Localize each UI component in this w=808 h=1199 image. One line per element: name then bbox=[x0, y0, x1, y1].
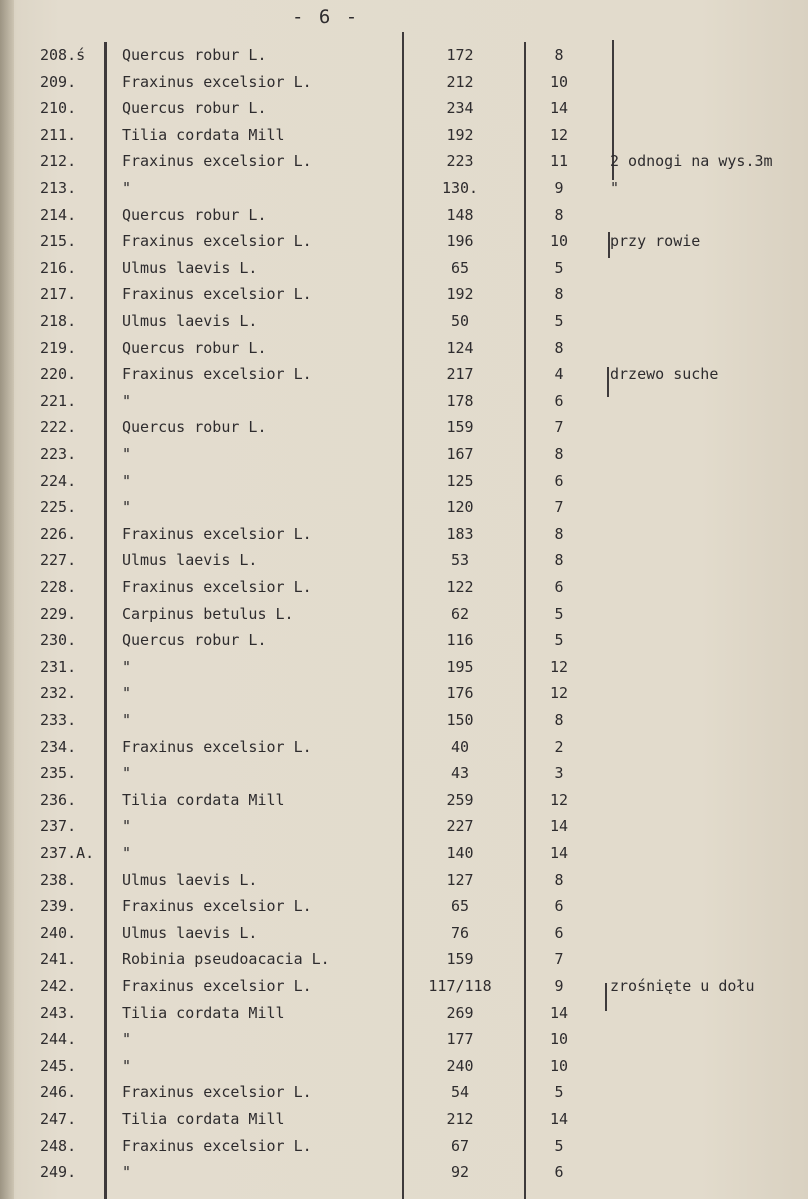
trunk-girth: 53 bbox=[450, 551, 470, 570]
table-row bbox=[0, 521, 808, 547]
species-name: Ulmus laevis L. bbox=[122, 870, 258, 889]
trunk-girth: 125 bbox=[446, 471, 474, 490]
table-row bbox=[0, 1026, 808, 1052]
tree-number: 209. bbox=[40, 72, 77, 91]
trunk-girth: 183 bbox=[446, 524, 474, 543]
table-row bbox=[0, 441, 808, 467]
table-row bbox=[0, 335, 808, 361]
tree-number: 221. bbox=[40, 391, 77, 410]
remark: drzewo suche bbox=[610, 365, 719, 384]
tree-height: 14 bbox=[549, 844, 569, 862]
tree-height: 9 bbox=[554, 179, 564, 197]
tree-number: 228. bbox=[40, 578, 77, 596]
table-row bbox=[0, 601, 808, 627]
tree-height: 12 bbox=[549, 125, 569, 144]
species-name: " bbox=[122, 817, 132, 836]
tree-number: 234. bbox=[40, 737, 77, 756]
trunk-girth: 192 bbox=[446, 285, 474, 304]
remark: " bbox=[610, 179, 620, 197]
trunk-girth: 67 bbox=[450, 1136, 470, 1155]
table-row bbox=[0, 787, 808, 813]
trunk-girth: 234 bbox=[446, 99, 474, 118]
species-name: Quercus robur L. bbox=[122, 205, 267, 224]
tree-height: 4 bbox=[554, 365, 564, 384]
tree-number: 226. bbox=[40, 524, 77, 543]
tree-number: 216. bbox=[40, 258, 77, 277]
tree-number: 214. bbox=[40, 205, 77, 224]
tree-number: 247. bbox=[40, 1110, 77, 1128]
table-row bbox=[0, 813, 808, 839]
table-row bbox=[0, 1053, 808, 1079]
trunk-girth: 148 bbox=[446, 205, 474, 224]
trunk-girth: 65 bbox=[450, 897, 470, 916]
trunk-girth: 43 bbox=[450, 764, 470, 783]
tree-number: 249. bbox=[40, 1163, 77, 1182]
tree-height: 8 bbox=[554, 205, 564, 224]
species-name: Fraxinus excelsior L. bbox=[122, 232, 312, 251]
table-row bbox=[0, 255, 808, 281]
tree-number: 233. bbox=[40, 711, 77, 729]
table-row bbox=[0, 175, 808, 201]
trunk-girth: 122 bbox=[446, 578, 474, 596]
tree-number: 227. bbox=[40, 551, 77, 570]
trunk-girth: 120 bbox=[446, 498, 474, 517]
tree-number: 241. bbox=[40, 950, 77, 969]
species-name: Fraxinus excelsior L. bbox=[122, 737, 312, 756]
table-row bbox=[0, 388, 808, 414]
tree-height: 8 bbox=[554, 711, 564, 729]
tree-number: 237. bbox=[40, 817, 77, 836]
trunk-girth: 127 bbox=[446, 870, 474, 889]
trunk-girth: 259 bbox=[446, 790, 474, 809]
species-name: " bbox=[122, 391, 132, 410]
tree-number: 240. bbox=[40, 923, 77, 942]
tree-height: 10 bbox=[549, 1030, 569, 1049]
tree-number: 212. bbox=[40, 152, 77, 171]
trunk-girth: 65 bbox=[450, 258, 470, 277]
species-name: Quercus robur L. bbox=[122, 46, 267, 64]
species-name: Fraxinus excelsior L. bbox=[122, 285, 312, 304]
table-row bbox=[0, 281, 808, 307]
species-name: " bbox=[122, 179, 132, 197]
tree-height: 6 bbox=[554, 391, 564, 410]
tree-height: 14 bbox=[549, 1110, 569, 1128]
tree-number: 223. bbox=[40, 445, 77, 463]
tree-number: 215. bbox=[40, 232, 77, 251]
trunk-girth: 92 bbox=[450, 1163, 470, 1182]
species-name: Fraxinus excelsior L. bbox=[122, 1136, 312, 1155]
trunk-girth: 124 bbox=[446, 338, 474, 357]
species-name: " bbox=[122, 684, 132, 703]
trunk-girth: 117/118 bbox=[428, 977, 492, 995]
tree-height: 8 bbox=[554, 551, 564, 570]
tree-height: 8 bbox=[554, 46, 564, 64]
tree-height: 5 bbox=[554, 1083, 564, 1102]
tree-number: 231. bbox=[40, 657, 77, 676]
table-row bbox=[0, 1133, 808, 1159]
tree-height: 10 bbox=[549, 72, 569, 91]
tree-number: 236. bbox=[40, 790, 77, 809]
tree-number: 237.A. bbox=[40, 844, 95, 862]
table-row bbox=[0, 973, 808, 999]
trunk-girth: 140 bbox=[446, 844, 474, 862]
tree-height: 5 bbox=[554, 631, 564, 650]
tree-height: 5 bbox=[554, 1136, 564, 1155]
species-name: Quercus robur L. bbox=[122, 338, 267, 357]
table-row bbox=[0, 148, 808, 174]
table-row bbox=[0, 893, 808, 919]
tree-number: 213. bbox=[40, 179, 77, 197]
trunk-girth: 177 bbox=[446, 1030, 474, 1049]
trunk-girth: 195 bbox=[446, 657, 474, 676]
table-row bbox=[0, 840, 808, 866]
species-name: Fraxinus excelsior L. bbox=[122, 72, 312, 91]
tree-height: 5 bbox=[554, 604, 564, 623]
table-row bbox=[0, 202, 808, 228]
trunk-girth: 159 bbox=[446, 950, 474, 969]
species-name: " bbox=[122, 445, 132, 463]
species-name: Fraxinus excelsior L. bbox=[122, 1083, 312, 1102]
species-name: Tilia cordata Mill bbox=[122, 1110, 285, 1128]
species-name: Ulmus laevis L. bbox=[122, 258, 258, 277]
tree-number: 225. bbox=[40, 498, 77, 517]
tree-number: 239. bbox=[40, 897, 77, 916]
table-row bbox=[0, 1106, 808, 1132]
species-name: Quercus robur L. bbox=[122, 99, 267, 118]
table-row bbox=[0, 361, 808, 387]
tree-number: 224. bbox=[40, 471, 77, 490]
tree-height: 12 bbox=[549, 657, 569, 676]
species-name: " bbox=[122, 1030, 132, 1049]
tree-number: 219. bbox=[40, 338, 77, 357]
tree-height: 12 bbox=[549, 684, 569, 703]
table-row bbox=[0, 760, 808, 786]
table-row bbox=[0, 1159, 808, 1185]
table-row bbox=[0, 707, 808, 733]
tree-height: 14 bbox=[549, 99, 569, 118]
species-name: Ulmus laevis L. bbox=[122, 312, 258, 330]
tree-height: 14 bbox=[549, 1003, 569, 1022]
table-row bbox=[0, 69, 808, 95]
trunk-girth: 150 bbox=[446, 711, 474, 729]
tree-number: 208.ś bbox=[40, 46, 86, 64]
species-name: Fraxinus excelsior L. bbox=[122, 152, 312, 171]
table-row bbox=[0, 946, 808, 972]
tree-number: 242. bbox=[40, 977, 77, 995]
table-row bbox=[0, 122, 808, 148]
table-row bbox=[0, 867, 808, 893]
trunk-girth: 76 bbox=[450, 923, 470, 942]
species-name: Fraxinus excelsior L. bbox=[122, 524, 312, 543]
tree-height: 5 bbox=[554, 312, 564, 330]
table-row bbox=[0, 1079, 808, 1105]
tree-height: 10 bbox=[549, 1056, 569, 1075]
species-name: " bbox=[122, 711, 132, 729]
trunk-girth: 54 bbox=[450, 1083, 470, 1102]
tree-number: 244. bbox=[40, 1030, 77, 1049]
species-name: Fraxinus excelsior L. bbox=[122, 897, 312, 916]
tree-number: 222. bbox=[40, 418, 77, 437]
tree-height: 6 bbox=[554, 897, 564, 916]
table-row bbox=[0, 228, 808, 254]
trunk-girth: 192 bbox=[446, 125, 474, 144]
trunk-girth: 196 bbox=[446, 232, 474, 251]
table-row bbox=[0, 42, 808, 68]
table-row bbox=[0, 414, 808, 440]
species-name: Quercus robur L. bbox=[122, 631, 267, 650]
species-name: " bbox=[122, 844, 132, 862]
tree-number: 246. bbox=[40, 1083, 77, 1102]
tree-height: 5 bbox=[554, 258, 564, 277]
tree-height: 3 bbox=[554, 764, 564, 783]
table-row bbox=[0, 494, 808, 520]
trunk-girth: 178 bbox=[446, 391, 474, 410]
table-row bbox=[0, 627, 808, 653]
tree-height: 7 bbox=[554, 950, 564, 969]
table-row bbox=[0, 734, 808, 760]
tree-number: 218. bbox=[40, 312, 77, 330]
table-row bbox=[0, 680, 808, 706]
tree-height: 6 bbox=[554, 1163, 564, 1182]
tree-number: 210. bbox=[40, 99, 77, 118]
tree-height: 8 bbox=[554, 524, 564, 543]
table-row bbox=[0, 920, 808, 946]
tree-number: 238. bbox=[40, 870, 77, 889]
trunk-girth: 172 bbox=[446, 46, 474, 64]
trunk-girth: 217 bbox=[446, 365, 474, 384]
trunk-girth: 212 bbox=[446, 72, 474, 91]
species-name: " bbox=[122, 764, 132, 783]
table-row bbox=[0, 654, 808, 680]
tree-height: 12 bbox=[549, 790, 569, 809]
trunk-girth: 176 bbox=[446, 684, 474, 703]
tree-height: 6 bbox=[554, 578, 564, 596]
species-name: " bbox=[122, 498, 132, 517]
tree-number: 245. bbox=[40, 1056, 77, 1075]
table-row bbox=[0, 468, 808, 494]
tree-height: 10 bbox=[549, 232, 569, 251]
trunk-girth: 159 bbox=[446, 418, 474, 437]
tree-number: 229. bbox=[40, 604, 77, 623]
remark: 2 odnogi na wys.3m bbox=[610, 152, 773, 171]
tree-height: 7 bbox=[554, 418, 564, 437]
tree-number: 217. bbox=[40, 285, 77, 304]
species-name: Tilia cordata Mill bbox=[122, 125, 285, 144]
species-name: Fraxinus excelsior L. bbox=[122, 578, 312, 596]
species-name: Quercus robur L. bbox=[122, 418, 267, 437]
tree-height: 6 bbox=[554, 923, 564, 942]
tree-number: 248. bbox=[40, 1136, 77, 1155]
tree-height: 8 bbox=[554, 285, 564, 304]
table-row bbox=[0, 574, 808, 600]
species-name: " bbox=[122, 1163, 132, 1182]
species-name: Tilia cordata Mill bbox=[122, 790, 285, 809]
tree-number: 235. bbox=[40, 764, 77, 783]
species-name: Ulmus laevis L. bbox=[122, 923, 258, 942]
table-row bbox=[0, 547, 808, 573]
tree-height: 9 bbox=[554, 977, 564, 995]
tree-height: 8 bbox=[554, 338, 564, 357]
tree-number: 230. bbox=[40, 631, 77, 650]
tree-number: 211. bbox=[40, 125, 77, 144]
trunk-girth: 130. bbox=[441, 179, 479, 197]
tree-height: 7 bbox=[554, 498, 564, 517]
species-name: Ulmus laevis L. bbox=[122, 551, 258, 570]
table-row bbox=[0, 95, 808, 121]
species-name: Fraxinus excelsior L. bbox=[122, 365, 312, 384]
trunk-girth: 167 bbox=[446, 445, 474, 463]
tree-number: 243. bbox=[40, 1003, 77, 1022]
table-row bbox=[0, 308, 808, 334]
tree-height: 2 bbox=[554, 737, 564, 756]
trunk-girth: 212 bbox=[446, 1110, 474, 1128]
remark: przy rowie bbox=[610, 232, 701, 251]
tree-height: 8 bbox=[554, 445, 564, 463]
trunk-girth: 227 bbox=[446, 817, 474, 836]
page-number: - 6 - bbox=[292, 6, 360, 28]
species-name: Carpinus betulus L. bbox=[122, 604, 294, 623]
tree-height: 14 bbox=[549, 817, 569, 836]
trunk-girth: 240 bbox=[446, 1056, 474, 1075]
trunk-girth: 116 bbox=[446, 631, 474, 650]
species-name: Tilia cordata Mill bbox=[122, 1003, 285, 1022]
tree-number: 232. bbox=[40, 684, 77, 703]
trunk-girth: 269 bbox=[446, 1003, 474, 1022]
remark: zrośnięte u dołu bbox=[610, 977, 755, 995]
species-name: " bbox=[122, 1056, 132, 1075]
species-name: Robinia pseudoacacia L. bbox=[122, 950, 330, 969]
tree-number: 220. bbox=[40, 365, 77, 384]
species-name: " bbox=[122, 471, 132, 490]
tree-height: 6 bbox=[554, 471, 564, 490]
species-name: Fraxinus excelsior L. bbox=[122, 977, 312, 995]
species-name: " bbox=[122, 657, 132, 676]
trunk-girth: 223 bbox=[446, 152, 474, 171]
tree-height: 11 bbox=[549, 152, 569, 171]
trunk-girth: 40 bbox=[450, 737, 470, 756]
trunk-girth: 50 bbox=[450, 312, 470, 330]
trunk-girth: 62 bbox=[450, 604, 470, 623]
tree-height: 8 bbox=[554, 870, 564, 889]
table-row bbox=[0, 1000, 808, 1026]
